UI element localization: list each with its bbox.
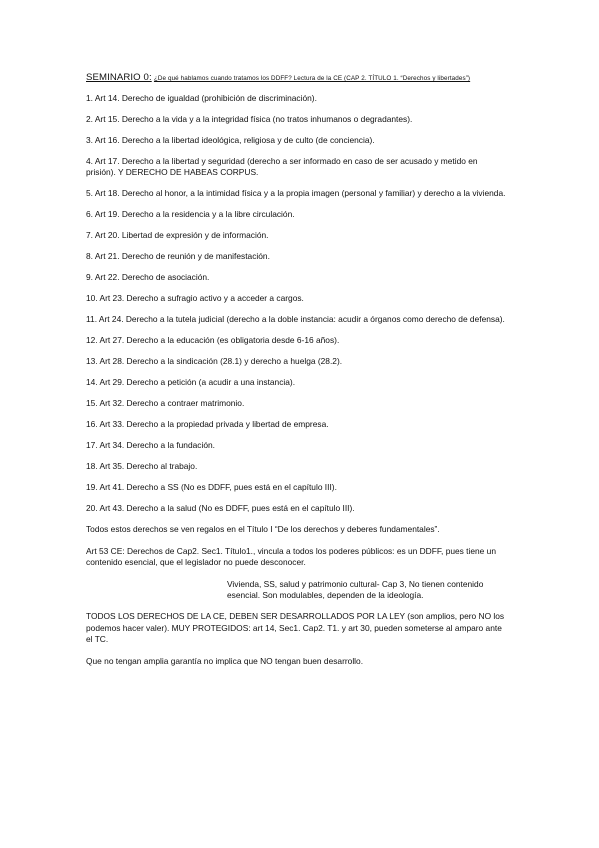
title-subtitle: ¿De qué hablamos cuando tratamos los DDFF? Lectura de la CE (CAP 2. TÍTULO 1. “Derechos y libertades”) (153, 75, 471, 82)
list-item: 20. Art 43. Derecho a la salud (No es DDFF, pues está en el capítulo III). (86, 503, 355, 514)
list-item: 17. Art 34. Derecho a la fundación. (86, 440, 215, 451)
list-item: 5. Art 18. Derecho al honor, a la intimidad física y a la propia imagen (personal y familiar) y derecho a la vivienda. (86, 188, 506, 199)
list-item: 12. Art 27. Derecho a la educación (es obligatoria desde 6-16 años). (86, 335, 340, 346)
list-item: 8. Art 21. Derecho de reunión y de manifestación. (86, 251, 270, 262)
paragraph-titulo-i: Todos estos derechos se ven regalos en el Título I “De los derechos y deberes fundamentales”. (86, 524, 440, 535)
list-item: 18. Art 35. Derecho al trabajo. (86, 461, 198, 472)
list-item: 7. Art 20. Libertad de expresión y de información. (86, 230, 269, 241)
paragraph-desarrollo-ley: TODOS LOS DERECHOS DE LA CE, DEBEN SER DESARROLLADOS POR LA LEY (son amplios, pero NO los podemos hacer valer). MUY PROTEGIDOS: art 14, Sec1. Cap2. T1. y art 30, pueden someterse al amparo ante el TC. (86, 611, 505, 645)
list-item: 1. Art 14. Derecho de igualdad (prohibición de discriminación). (86, 93, 317, 103)
list-item: 2. Art 15. Derecho a la vida y a la integridad física (no tratos inhumanos o degradantes). (86, 114, 413, 124)
paragraph-conclusion: Que no tengan amplia garantía no implica que NO tengan buen desarrollo. (86, 655, 364, 666)
list-item: 13. Art 28. Derecho a la sindicación (28.1) y derecho a huelga (28.2). (86, 356, 343, 367)
list-item: 11. Art 24. Derecho a la tutela judicial (derecho a la doble instancia: acudir a órganos como derecho de defensa). (86, 314, 505, 325)
document-title (86, 72, 507, 84)
paragraph-art-53: Art 53 CE: Derechos de Cap2. Sec1. Título1., vincula a todos los poderes públicos: es un DDFF, pues tiene un contenido esencial, que el legislador no puede desconocer. (86, 545, 496, 568)
list-item: 19. Art 41. Derecho a SS (No es DDFF, pues está en el capítulo III). (86, 482, 337, 493)
list-item: 10. Art 23. Derecho a sufragio activo y a acceder a cargos. (86, 293, 304, 304)
list-item: 16. Art 33. Derecho a la propiedad privada y libertad de empresa. (86, 419, 329, 430)
list-item: 3. Art 16. Derecho a la libertad ideológica, religiosa y de culto (de conciencia). (86, 135, 375, 145)
title-main: SEMINARIO 0: (86, 72, 152, 83)
list-item: 15. Art 32. Derecho a contraer matrimonio. (86, 398, 245, 409)
list-item: 9. Art 22. Derecho de asociación. (86, 272, 210, 283)
paragraph-cap-3-note: Vivienda, SS, salud y patrimonio cultural- Cap 3, No tienen contenido esencial. Son modulables, dependen de la ideología. (227, 578, 484, 601)
list-item: 14. Art 29. Derecho a petición (a acudir a una instancia). (86, 377, 296, 388)
list-item: 4. Art 17. Derecho a la libertad y seguridad (derecho a ser informado en caso de ser acusado y metido en prisión). Y DERECHO DE HABEAS CORPUS. (86, 156, 478, 178)
rights-list (86, 93, 507, 515)
list-item: 6. Art 19. Derecho a la residencia y a la libre circulación. (86, 209, 295, 220)
